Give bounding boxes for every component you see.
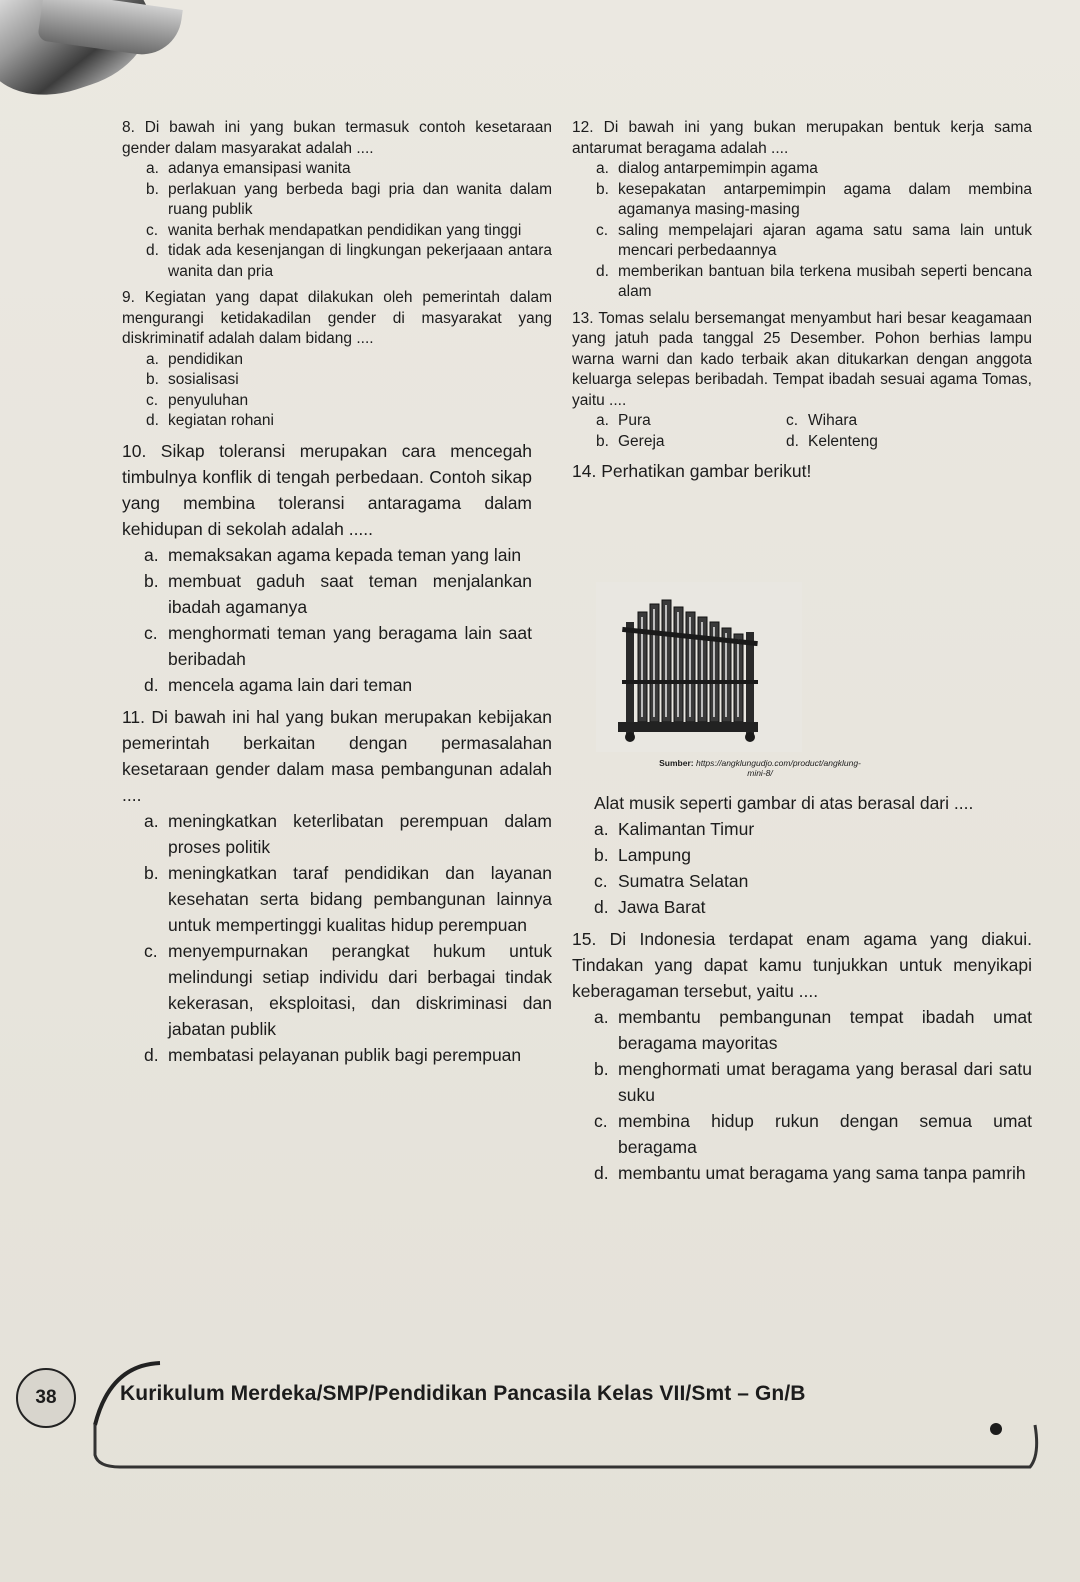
option-a: a. membantu pembangunan tempat ibadah umat beragama mayoritas: [594, 1007, 1032, 1053]
left-column: [122, 118, 552, 1074]
question-stem: 14. Perhatikan gambar berikut!: [572, 461, 812, 481]
option-a: a. memaksakan agama kepada teman yang lain: [144, 544, 522, 565]
option-a: a. meningkatkan keterlibatan perempuan dalam proses politik: [144, 810, 552, 857]
question-14-body: [572, 790, 1032, 1192]
options-row-2: [596, 432, 1032, 453]
option-b: b. kesepakatan antarpemimpin agama dalam membina agamanya masing-masing: [596, 180, 1032, 218]
question-15: [572, 926, 1032, 1186]
question-stem: 12. Di bawah ini yang bukan merupakan bentuk kerja sama antarumat beragama adalah ....: [572, 119, 1032, 157]
option-b: b. menghormati umat beragama yang berasal dari satu suku: [594, 1059, 1032, 1105]
question-stem: 8. Di bawah ini yang bukan termasuk contoh kesetaraan gender dalam masyarakat adalah ....: [122, 119, 552, 157]
option-d: d. tidak ada kesenjangan di lingkungan pekerjaaan antara wanita dan pria: [146, 242, 552, 280]
option-d: d. kegiatan rohani: [146, 412, 274, 429]
question-stem: 9. Kegiatan yang dapat dilakukan oleh pemerintah dalam mengurangi ketidakadilan gender di masyarakat yang diskriminatif adalah dalam bidang ....: [122, 289, 552, 347]
option-b: b. membuat gaduh saat teman menjalankan ibadah agamanya: [144, 570, 532, 617]
option-b: b. sosialisasi: [146, 371, 239, 388]
option-c: c. Sumatra Selatan: [594, 871, 749, 891]
question-stem: Alat musik seperti gambar di atas berasal dari ....: [594, 793, 974, 813]
footer-dot: [990, 1423, 1002, 1435]
question-14-heading: [572, 458, 1032, 484]
option-c: c. membina hidup rukun dengan semua umat beragama: [594, 1111, 1032, 1157]
question-14: [572, 790, 1032, 920]
option-a: a. adanya emansipasi wanita: [146, 160, 351, 177]
question-9: [122, 288, 552, 432]
option-d: d. membantu umat beragama yang sama tanpa pamrih: [594, 1163, 1026, 1183]
footer-decoration: [0, 1355, 1080, 1475]
option-d: d. mencela agama lain dari teman: [144, 674, 413, 695]
option-c: c. menyempurnakan perangkat hukum untuk melindungi setiap individu dari berbagai tindak kekerasan, eksploitasi, dan diskriminasi dan jabatan publik: [144, 940, 552, 1039]
option-d: d. membatasi pelayanan publik bagi perempuan: [144, 1044, 522, 1065]
option-a: a. dialog antarpemimpin agama: [596, 160, 818, 177]
option-b: b. Gereja: [596, 432, 665, 450]
option-d: d. Jawa Barat: [594, 897, 706, 917]
option-c: c. menghormati teman yang beragama lain saat beribadah: [144, 622, 532, 669]
footer-title: Kurikulum Merdeka/SMP/Pendidikan Pancasila Kelas VII/Smt – Gn/B: [120, 1382, 806, 1405]
question-11: [122, 704, 552, 1068]
option-c: c. wanita berhak mendapatkan pendidikan yang tinggi: [146, 221, 522, 239]
question-13: [572, 309, 1032, 453]
option-a: a. Pura: [596, 412, 651, 429]
angklung-image: [596, 582, 802, 752]
option-c: c. penyuluhan: [146, 391, 249, 409]
question-stem: 15. Di Indonesia terdapat enam agama yang diakui. Tindakan yang dapat kamu tunjukkan untuk menyikapi keberagaman tersebut, yaitu ....: [572, 929, 1032, 1001]
option-d: d. Kelenteng: [786, 432, 878, 450]
question-8: [122, 118, 552, 282]
question-stem: 10. Sikap toleransi merupakan cara mencegah timbulnya konflik di tengah perbedaan. Contoh sikap yang membina toleransi antaragama dalam kehidupan di sekolah adalah .....: [122, 440, 532, 539]
page-number: 38: [16, 1368, 76, 1428]
option-c: c. Wihara: [786, 412, 858, 429]
question-10: [122, 438, 532, 698]
image-source-credit: Sumber: https://angklungudjo.com/product/angklung-mini-8/: [659, 758, 861, 778]
options-row-1: [596, 411, 1032, 432]
question-12: [572, 118, 1032, 303]
question-stem: 13. Tomas selalu bersemangat menyambut hari besar keagamaan yang jatuh pada tanggal 25 Desember. Pohon berhias lampu warna warni dan kado terbaik akan ditukarkan dengan anggota keluarga selepas beribadah. Tempat ibadah sesuai agama Tomas, yaitu ....: [572, 309, 1032, 409]
option-a: a. Kalimantan Timur: [594, 819, 755, 839]
question-stem: 11. Di bawah ini hal yang bukan merupakan kebijakan pemerintah berkaitan dengan permasalahan kesetaraan gender dalam masa pembangunan adalah ....: [122, 706, 552, 805]
option-b: b. meningkatkan taraf pendidikan dan layanan kesehatan serta bidang pembangunan lainnya untuk mempertinggi kualitas hidup perempuan: [144, 862, 552, 935]
right-column: [572, 118, 1032, 490]
option-b: b. perlakuan yang berbeda bagi pria dan wanita dalam ruang publik: [146, 180, 552, 218]
option-c: c. saling mempelajari ajaran agama satu sama lain untuk mencari perbedaannya: [596, 221, 1032, 259]
option-a: a. pendidikan: [146, 350, 243, 368]
option-d: d. memberikan bantuan bila terkena musibah seperti bencana alam: [596, 262, 1032, 300]
option-b: b. Lampung: [594, 845, 691, 865]
